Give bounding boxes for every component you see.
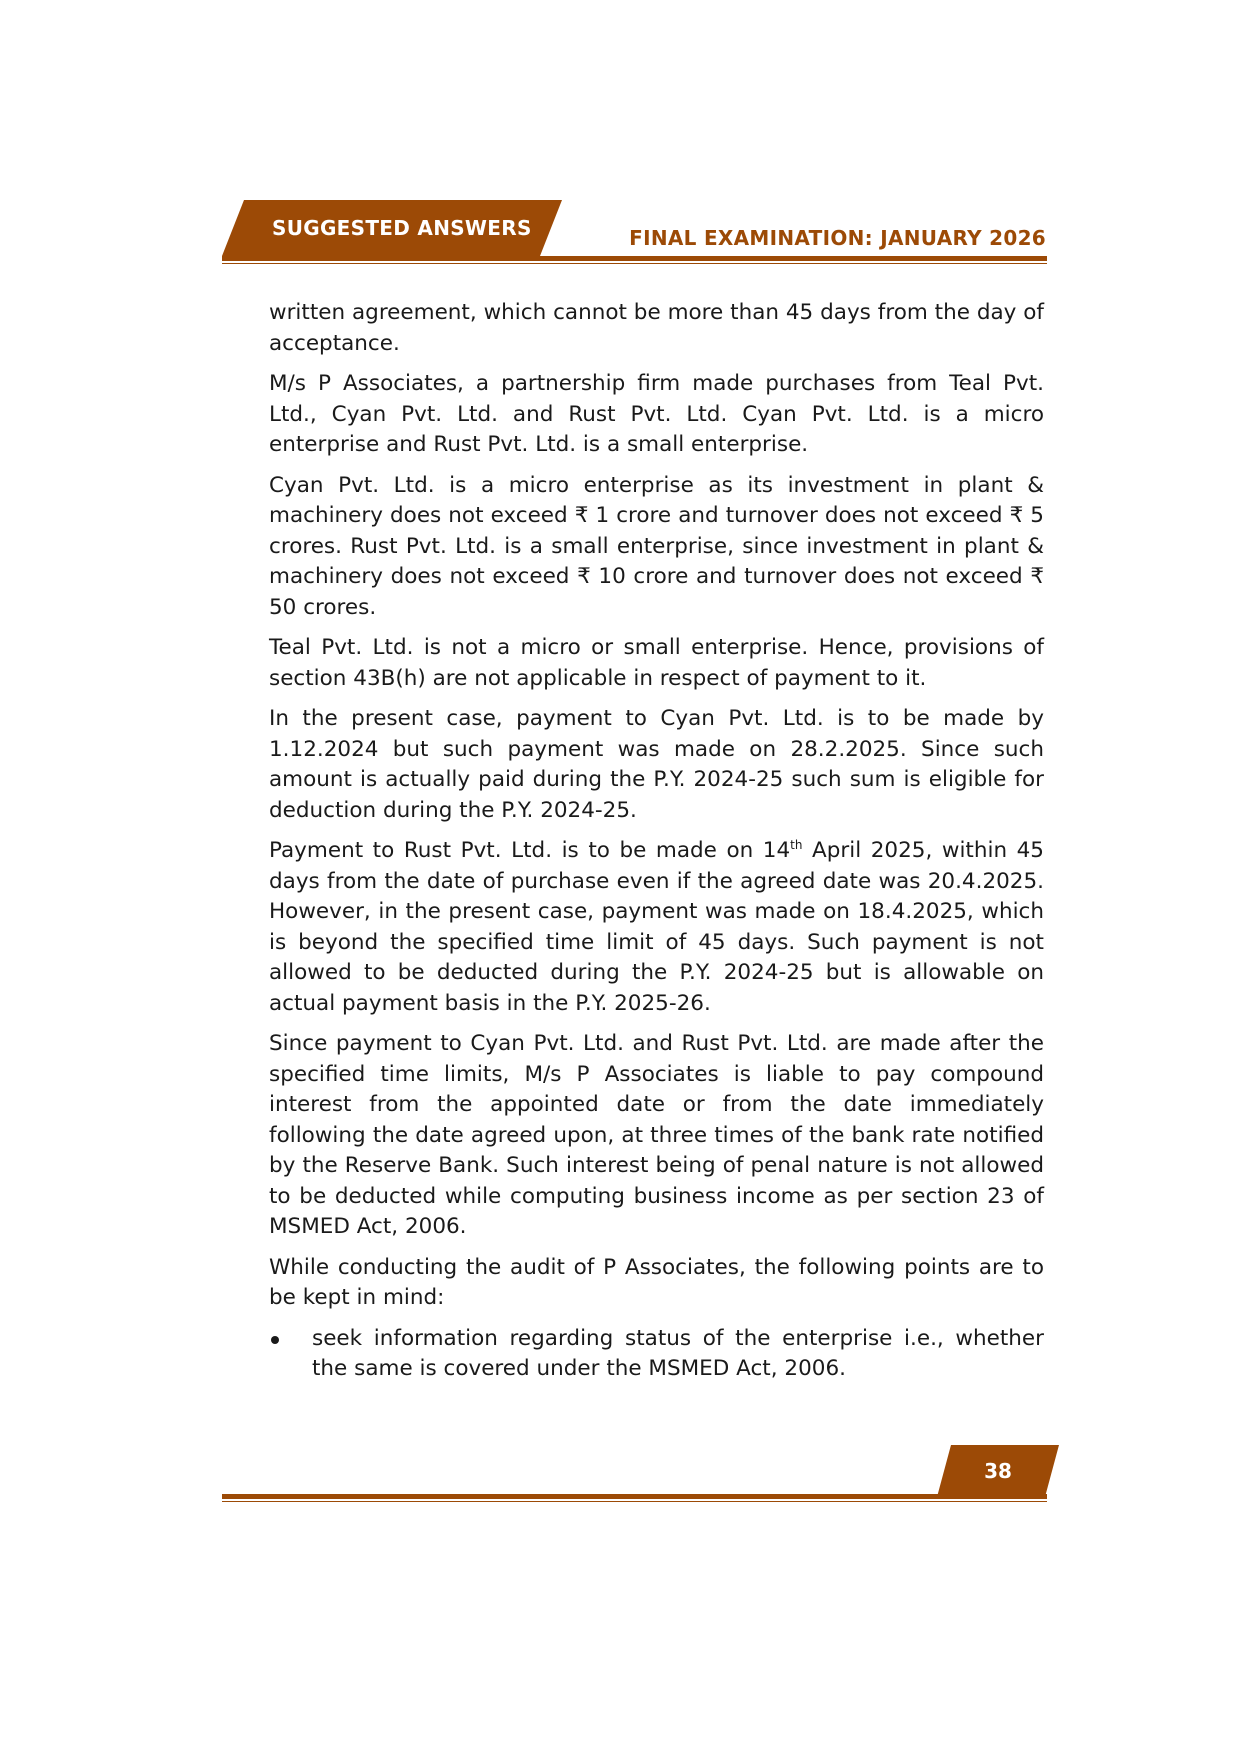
bullet-list bbox=[269, 1324, 1044, 1385]
paragraph: Teal Pvt. Ltd. is not a micro or small enterprise. Hence, provisions of section 43B(h) are not applicable in respect of payment to it. bbox=[269, 635, 1044, 691]
footer-rule bbox=[222, 1494, 1047, 1499]
paragraph: In the present case, payment to Cyan Pvt. Ltd. is to be made by 1.12.2024 but such payment was made on 28.2.2025. Since such amount is actually paid during the P.Y. 2024-25 such sum is eligible for deduction during the P.Y. 2024-25. bbox=[269, 706, 1044, 823]
paragraph-text: Payment to Rust Pvt. Ltd. is to be made on 14 bbox=[269, 838, 791, 863]
page-number: 38 bbox=[984, 1459, 1012, 1483]
bullet-icon bbox=[271, 1336, 279, 1344]
paragraph: Since payment to Cyan Pvt. Ltd. and Rust Pvt. Ltd. are made after the specified time limits, M/s P Associates is liable to pay compound interest from the appointed date or from the date immediately following the date agreed upon, at three times of the bank rate notified by the Reserve Bank. Such interest being of penal nature is not allowed to be deducted while computing business income as per section 23 of MSMED Act, 2006. bbox=[269, 1031, 1044, 1239]
paragraph-text: April 2025, within 45 days from the date of purchase even if the agreed date was 20.4.2025. However, in the present case, payment was made on 18.4.2025, which is beyond the specified time limit of 45 days. Such payment is not allowed to be deducted during the P.Y. 2024-25 but is allowable on actual payment basis in the P.Y. 2025-26. bbox=[269, 838, 1044, 1016]
header-rule-thin bbox=[222, 263, 1047, 264]
header-right-label: FINAL EXAMINATION: JANUARY 2026 bbox=[629, 226, 1046, 250]
paragraph: While conducting the audit of P Associates, the following points are to be kept in mind: bbox=[269, 1254, 1044, 1310]
list-item-text: seek information regarding status of the enterprise i.e., whether the same is covered under the MSMED Act, 2006. bbox=[312, 1325, 1044, 1381]
superscript: th bbox=[790, 837, 803, 852]
header-rule bbox=[222, 256, 1047, 261]
footer-rule-thin bbox=[222, 1501, 1047, 1502]
paragraph bbox=[269, 836, 1044, 1019]
list-item bbox=[269, 1324, 1044, 1385]
paragraph: M/s P Associates, a partnership firm made purchases from Teal Pvt. Ltd., Cyan Pvt. Ltd. and Rust Pvt. Ltd. Cyan Pvt. Ltd. is a micro enterprise and Rust Pvt. Ltd. is a small enterprise. bbox=[269, 371, 1044, 457]
paragraph: Cyan Pvt. Ltd. is a micro enterprise as its investment in plant & machinery does not exceed ₹ 1 crore and turnover does not exceed ₹ 5 crores. Rust Pvt. Ltd. is a small enterprise, since investment in plant & machinery does not exceed ₹ 10 crore and turnover does not exceed ₹ 50 crores. bbox=[269, 472, 1044, 620]
paragraph: written agreement, which cannot be more than 45 days from the day of acceptance. bbox=[269, 300, 1044, 356]
header-left-label: SUGGESTED ANSWERS bbox=[272, 216, 532, 240]
body-content bbox=[269, 298, 1044, 1385]
